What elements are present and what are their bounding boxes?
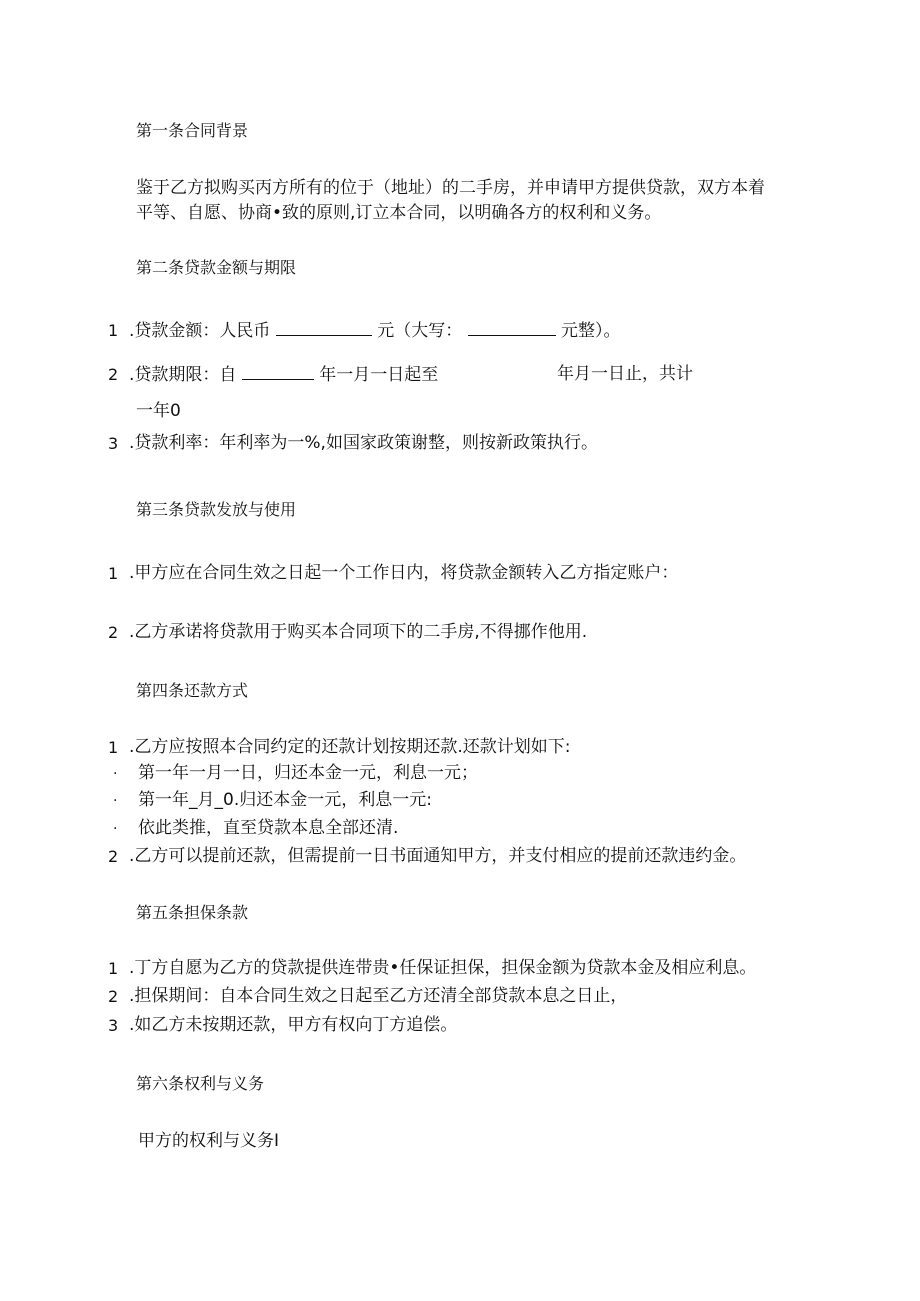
- article5-item3-number: 3: [108, 1016, 119, 1035]
- article3-item1-text: .甲方应在合同生效之日起一个工作日内，将贷款金额转入乙方指定账户：: [129, 563, 679, 583]
- article4-item1-number: 1: [108, 738, 119, 757]
- article6-heading: 第六条权利与义务: [136, 1074, 265, 1093]
- repayment-bullet-3: 依此类推，直至贷款本息全部还清.: [138, 818, 399, 838]
- article4-item2-text: .乙方可以提前还款，但需提前一日书面通知甲方，并支付相应的提前还款违约金。: [129, 846, 747, 866]
- article2-item2: [129, 363, 438, 386]
- article4-item1-text: .乙方应按照本合同约定的还款计划按期还款.还款计划如下:: [129, 737, 571, 757]
- article5-item2-number: 2: [108, 987, 119, 1006]
- article2-item1-text-c: 元整）。: [561, 321, 621, 341]
- article1-paragraph-line1: 鉴于乙方拟购买丙方所有的位于（地址）的二手房，并申请甲方提供贷款，双方本着: [136, 178, 765, 198]
- article3-heading: 第三条贷款发放与使用: [136, 500, 297, 519]
- article2-item2-number: 2: [108, 365, 119, 384]
- article6-subheading: 甲方的权利与义务I: [138, 1131, 280, 1151]
- article2-item1-number: 1: [108, 321, 119, 340]
- bullet-mark: ·: [113, 766, 118, 782]
- article5-item1-text: .丁方自愿为乙方的贷款提供连带贵•任保证担保，担保金额为贷款本金及相应利息。: [129, 958, 757, 978]
- article1-paragraph-line2: 平等、自愿、协商•致的原则,订立本合同，以明确各方的权利和义务。: [136, 203, 662, 223]
- amount-uppercase-blank[interactable]: [468, 319, 556, 336]
- article2-item1-text-a: .贷款金额：人民币: [129, 321, 271, 341]
- article2-item3-number: 3: [108, 434, 119, 453]
- article3-item2-number: 2: [108, 623, 119, 642]
- article2-item1-text-b: 元（大写：: [377, 321, 463, 341]
- repayment-bullet-2: 第一年_月_0.归还本金一元，利息一元:: [138, 790, 432, 810]
- bullet-mark: ·: [113, 793, 118, 809]
- repayment-bullet-1: 第一年一月一日，归还本金一元，利息一元；: [138, 763, 478, 783]
- article2-item2-text-a: .贷款期限：自: [129, 365, 237, 385]
- article1-heading: 第一条合同背景: [136, 121, 249, 140]
- article2-item2-text-b: 年一月一日起至: [319, 365, 439, 385]
- article2-item3-text: .贷款利率：年利率为一%,如国家政策谢整，则按新政策执行。: [129, 433, 598, 453]
- bullet-mark: ·: [113, 821, 118, 837]
- article5-heading: 第五条担保条款: [136, 903, 249, 922]
- start-year-blank[interactable]: [242, 363, 314, 380]
- article3-item2-text: .乙方承诺将贷款用于购买本合同项下的二手房,不得挪作他用.: [129, 622, 588, 642]
- article2-item2-text-c: 年月一日止，共计: [557, 364, 693, 384]
- article5-item1-number: 1: [108, 959, 119, 978]
- article2-item2-continued: 一年0: [136, 401, 181, 421]
- amount-blank[interactable]: [276, 319, 372, 336]
- article4-heading: 第四条还款方式: [136, 681, 249, 700]
- article3-item1-number: 1: [108, 564, 119, 583]
- article4-item2-number: 2: [108, 847, 119, 866]
- article5-item2-text: .担保期间：自本合同生效之日起至乙方还清全部贷款本息之日止，: [129, 986, 628, 1006]
- article5-item3-text: .如乙方未按期还款，甲方有权向丁方追偿。: [129, 1015, 458, 1035]
- article2-item1: [129, 319, 621, 342]
- article2-heading: 第二条贷款金额与期限: [136, 258, 297, 277]
